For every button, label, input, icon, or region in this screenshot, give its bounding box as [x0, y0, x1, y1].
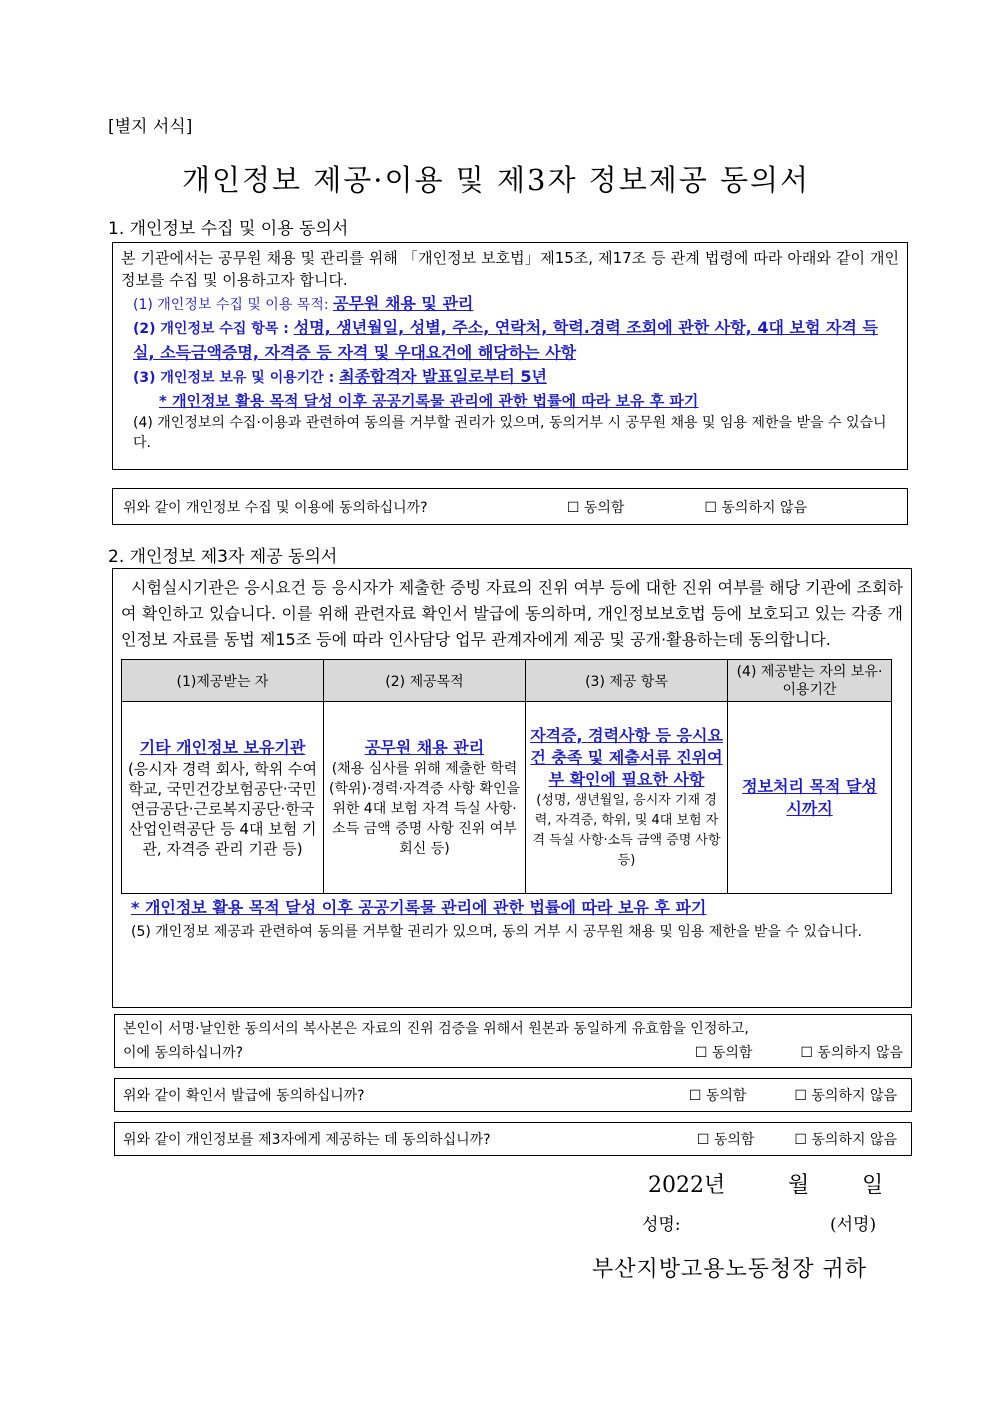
- page-title: 개인정보 제공·이용 및 제3자 정보제공 동의서: [181, 163, 810, 197]
- consent-third-party-question: 위와 같이 개인정보를 제3자에게 제공하는 데 동의하십니까?: [123, 1132, 491, 1148]
- period-main: 정보처리 목적 달성 시까지: [742, 776, 877, 818]
- table-header-recipient: (1)제공받는 자: [122, 660, 324, 702]
- consent-collection-agree[interactable]: ☐ 동의함: [566, 499, 625, 516]
- consent-certificate-agree[interactable]: ☐ 동의함: [688, 1088, 747, 1104]
- provision-table: [121, 659, 892, 894]
- item2-label: (2) 개인정보 수집 항목 :: [133, 321, 289, 337]
- consent-certificate-disagree[interactable]: ☐ 동의하지 않음: [794, 1088, 897, 1104]
- items-main: 자격증, 경력사항 등 응시요건 충족 및 제출서류 진위여부 확인에 필요한 사항: [530, 725, 723, 789]
- section2-box: [112, 568, 912, 1008]
- section2-heading: 2. 개인정보 제3자 제공 동의서: [108, 547, 338, 567]
- section2-note: * 개인정보 활용 목적 달성 이후 공공기록물 관리에 관한 법률에 따라 보유 후 파기: [131, 898, 707, 917]
- section2-intro: 시험실시기관은 응시요건 등 응시자가 제출한 증빙 자료의 진위 여부 등에 대한 진위 여부를 해당 기관에 조회하여 확인하고 있습니다. 이를 위해 관련자료 확인서 발급에 동의하며, 개인정보보호법 등에 보호되고 있는 각종 개인정보 자료를 동법 제15조 등에 따라 인사담당 업무 관계자에게 제공 및 공개·활용하는데 동의합니다.: [121, 578, 903, 649]
- items-sub: (성명, 생년월일, 응시자 기재 경력, 자격증, 학위, 및 4대 보험 자격 득실 사항·소득 금액 증명 사항 등): [532, 792, 721, 868]
- item1-label: (1) 개인정보 수집 및 이용 목적:: [133, 297, 329, 313]
- table-header-items: (3) 제공 항목: [526, 660, 728, 702]
- table-cell-recipient: [122, 702, 324, 894]
- consent-certificate-question: 위와 같이 확인서 발급에 동의하십니까?: [123, 1088, 365, 1104]
- item3-value: 최종합격자 발표일로부터 5년: [339, 367, 547, 386]
- table-header-purpose: (2) 제공목적: [324, 660, 526, 702]
- consent-certificate-row: [114, 1078, 912, 1112]
- recipient-main: 기타 개인정보 보유기관: [139, 737, 306, 757]
- purpose-main: 공무원 채용 관리: [364, 737, 485, 757]
- consent-copy-box: [114, 1014, 912, 1068]
- consent-collection-disagree[interactable]: ☐ 동의하지 않음: [704, 499, 807, 516]
- consent-third-party-agree[interactable]: ☐ 동의함: [696, 1132, 755, 1148]
- table-cell-items: [526, 702, 728, 894]
- name-label: 성명:: [642, 1215, 681, 1235]
- item5: (5) 개인정보 제공과 관련하여 동의를 거부할 권리가 있으며, 동의 거부 시 공무원 채용 및 임용 제한을 받을 수 있습니다.: [131, 924, 862, 940]
- consent-third-party-disagree[interactable]: ☐ 동의하지 않음: [794, 1132, 897, 1148]
- item4: (4) 개인정보의 수집·이용과 관련하여 동의를 거부할 권리가 있으며, 동의거부 시 공무원 채용 및 임용 제한을 받을 수 있습니다.: [133, 415, 887, 451]
- section1-box: [112, 242, 908, 470]
- item1: [121, 293, 899, 316]
- section1-heading: 1. 개인정보 수집 및 이용 동의서: [108, 219, 349, 239]
- table-cell-purpose: [324, 702, 526, 894]
- item3: [121, 366, 899, 389]
- date-year: 2022년: [648, 1173, 726, 1198]
- table-header-period: (4) 제공받는 자의 보유·이용기간: [728, 660, 892, 702]
- consent-copy-line2-row: [123, 1041, 903, 1065]
- name-field[interactable]: [704, 1212, 824, 1230]
- recipient-sub: (응시자 경력 회사, 학위 수여 학교, 국민건강보험공단·국민연금공단·근로복지공단·한국산업인력공단 등 4대 보험 기관, 자격증 관리 기관 등): [127, 759, 318, 858]
- consent-collection-row: [112, 488, 908, 525]
- section1-intro: 본 기관에서는 공무원 채용 및 관리를 위해 「개인정보 보호법」제15조, 제17조 등 관계 법령에 따라 아래와 같이 개인정보를 수집 및 이용하고자 합니다.: [121, 249, 899, 289]
- date-day: 일: [862, 1173, 884, 1198]
- consent-copy-line2: 이에 동의하십니까?: [123, 1045, 244, 1061]
- table-cell-period: [728, 702, 892, 894]
- consent-copy-line1: 본인이 서명·날인한 동의서의 복사본은 자료의 진위 검증을 위해서 원본과 동일하게 유효함을 인정하고,: [123, 1021, 749, 1037]
- item1-value: 공무원 채용 및 관리: [333, 294, 474, 313]
- form-tag: [별지 서식]: [108, 117, 193, 137]
- consent-collection-question: 위와 같이 개인정보 수집 및 이용에 동의하십니까?: [123, 499, 428, 516]
- item2: [121, 316, 899, 366]
- recipient-line: 부산지방고용노동청장 귀하: [592, 1257, 868, 1282]
- item3-label: (3) 개인정보 보유 및 이용기간 :: [133, 370, 335, 386]
- consent-third-party-row: [114, 1122, 912, 1156]
- consent-copy-disagree[interactable]: ☐ 동의하지 않음: [800, 1045, 903, 1061]
- consent-copy-agree[interactable]: ☐ 동의함: [694, 1045, 753, 1061]
- date-month: 월: [788, 1173, 810, 1198]
- item2-value: 성명, 생년월일, 성별, 주소, 연락처, 학력.경력 조회에 관한 사항, 4대 보험 자격 득실, 소득금액증명, 자격증 등 자격 및 우대요건에 해당하는 사항: [133, 318, 878, 362]
- purpose-sub: (채용 심사를 위해 제출한 학력(학위)·경력·자격증 사항 확인을 위한 4대 보험 자격 득실 사항·소득 금액 증명 사항 진위 여부 회신 등): [328, 760, 520, 857]
- sign-label: (서명): [830, 1215, 877, 1235]
- item3-note: * 개인정보 활용 목적 달성 이후 공공기록물 관리에 관한 법률에 따라 보유 후 파기: [159, 392, 699, 410]
